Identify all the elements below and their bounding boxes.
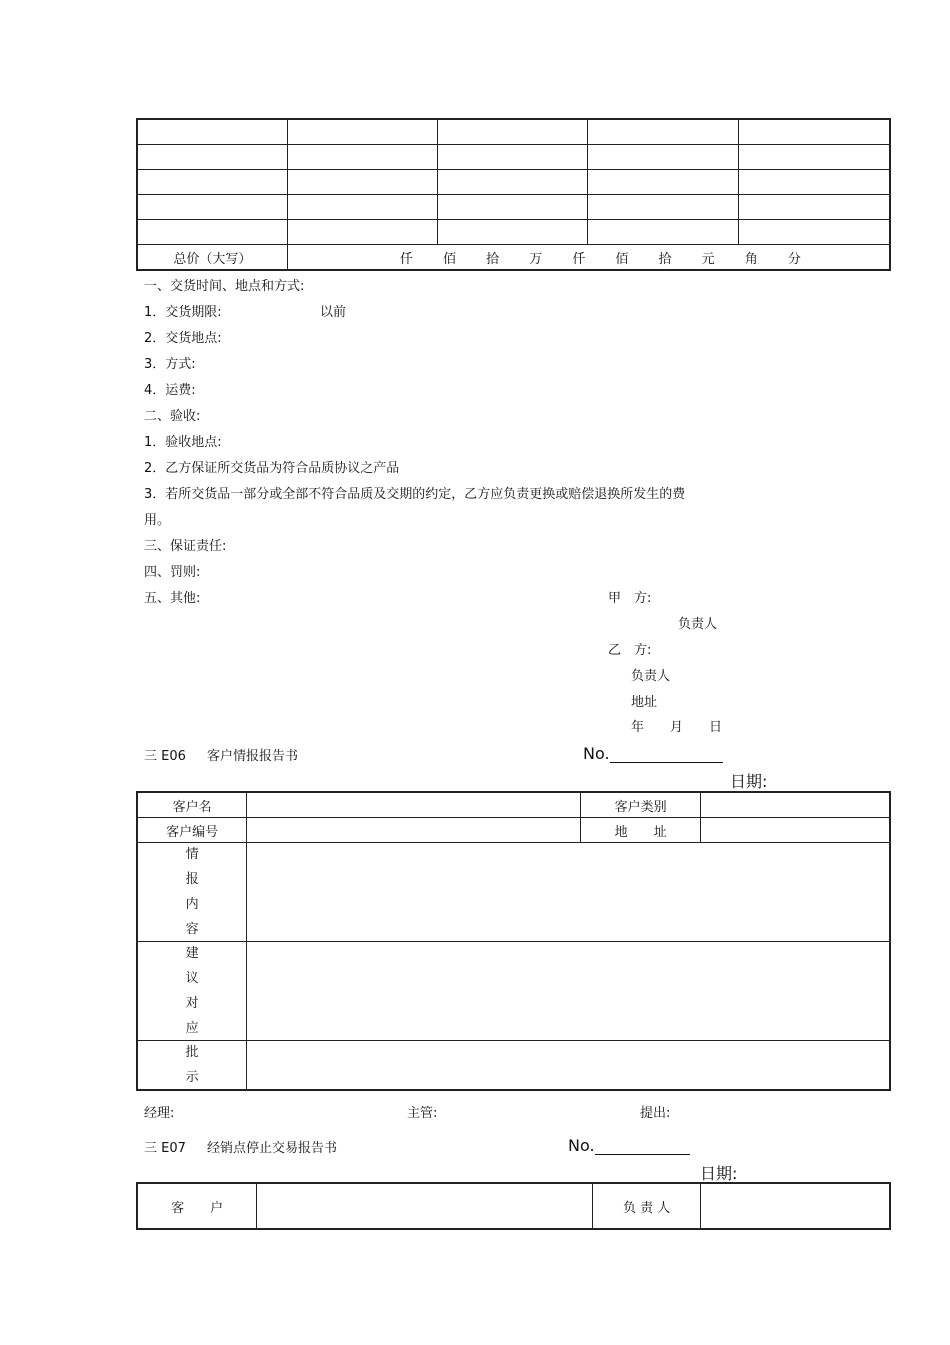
e07-number bbox=[568, 1136, 690, 1155]
table-row bbox=[137, 942, 890, 1041]
vertical-label-char: 议 bbox=[185, 970, 199, 986]
dealer-stop-table bbox=[136, 1182, 891, 1230]
quality-guarantee: 2．乙方保证所交货品为符合品质协议之产品 bbox=[144, 461, 400, 476]
e06-title: 客户情报报告书 bbox=[207, 749, 299, 764]
price-unit: 万 bbox=[529, 251, 543, 267]
e07-date bbox=[700, 1161, 799, 1184]
vertical-label-char: 建 bbox=[185, 945, 199, 961]
info-content-label bbox=[137, 843, 247, 942]
delivery-deadline-value: 以前 bbox=[320, 305, 347, 320]
e06-number-blank bbox=[610, 746, 723, 763]
price-unit: 拾 bbox=[486, 251, 500, 267]
price-unit: 仟 bbox=[399, 251, 413, 267]
customer-name-label: 客户名 bbox=[137, 792, 247, 818]
party-b: 乙 方: bbox=[608, 643, 652, 658]
table-row bbox=[137, 1183, 890, 1229]
e07-number-blank bbox=[595, 1138, 690, 1155]
table-row bbox=[137, 145, 890, 170]
e06-number bbox=[583, 744, 723, 763]
section-3-title: 三、保证责任: bbox=[144, 539, 227, 554]
e07-date-label: 日期: bbox=[700, 1164, 738, 1183]
customer-no-label: 客户编号 bbox=[137, 818, 247, 843]
table-row bbox=[137, 792, 890, 818]
inspection-place: 1．验收地点: bbox=[144, 435, 222, 450]
submitter-signature: 提出: bbox=[640, 1106, 671, 1121]
price-unit: 元 bbox=[701, 251, 715, 267]
customer-type-field[interactable] bbox=[701, 792, 890, 818]
approval-field[interactable] bbox=[247, 1041, 890, 1091]
price-unit: 佰 bbox=[442, 251, 456, 267]
table-row bbox=[137, 220, 890, 245]
total-price-units bbox=[287, 245, 890, 271]
price-unit: 分 bbox=[787, 251, 801, 267]
signature-date: 年 月 日 bbox=[631, 720, 723, 735]
customer-field[interactable] bbox=[257, 1183, 593, 1229]
party-a-representative: 负责人 bbox=[678, 617, 718, 632]
vertical-label-char: 对 bbox=[185, 995, 199, 1011]
e06-date-blank bbox=[775, 775, 795, 792]
delivery-method: 3．方式: bbox=[144, 357, 196, 372]
approval-label bbox=[137, 1041, 247, 1091]
table-row bbox=[137, 1041, 890, 1091]
manager-signature: 经理: bbox=[144, 1106, 175, 1121]
price-table bbox=[136, 118, 891, 271]
nonconformance-clause-end: 用。 bbox=[144, 513, 171, 528]
customer-type-label: 客户类别 bbox=[581, 792, 701, 818]
customer-no-field[interactable] bbox=[247, 818, 581, 843]
price-unit: 佰 bbox=[615, 251, 629, 267]
vertical-label-char: 应 bbox=[185, 1020, 199, 1036]
person-in-charge-label: 负 责 人 bbox=[593, 1183, 701, 1229]
e07-title: 经销点停止交易报告书 bbox=[207, 1141, 338, 1156]
e06-date bbox=[730, 769, 795, 792]
e06-code: 三 E06 bbox=[144, 749, 186, 764]
price-unit: 角 bbox=[744, 251, 758, 267]
freight: 4．运费: bbox=[144, 383, 196, 398]
section-4-title: 四、罚则: bbox=[144, 565, 201, 580]
table-row bbox=[137, 170, 890, 195]
table-row bbox=[137, 818, 890, 843]
price-unit: 拾 bbox=[658, 251, 672, 267]
delivery-deadline-label: 1．交货期限: bbox=[144, 305, 222, 320]
party-b-representative: 负责人 bbox=[631, 669, 671, 684]
party-a: 甲 方: bbox=[608, 591, 652, 606]
vertical-label-char: 报 bbox=[185, 871, 199, 887]
section-2-title: 二、验收: bbox=[144, 409, 201, 424]
suggestion-field[interactable] bbox=[247, 942, 890, 1041]
e07-code: 三 E07 bbox=[144, 1141, 186, 1156]
info-content-field[interactable] bbox=[247, 843, 890, 942]
section-1-title: 一、交货时间、地点和方式: bbox=[144, 279, 305, 294]
e07-number-label: No. bbox=[568, 1136, 595, 1155]
vertical-label-char: 批 bbox=[185, 1044, 199, 1060]
address-field[interactable] bbox=[701, 818, 890, 843]
customer-report-table bbox=[136, 791, 891, 1091]
address-label: 地 址 bbox=[581, 818, 701, 843]
total-price-row bbox=[137, 245, 890, 271]
e06-number-label: No. bbox=[583, 744, 610, 763]
section-5-title: 五、其他: bbox=[144, 591, 201, 606]
party-b-address: 地址 bbox=[631, 695, 658, 710]
customer-label: 客 户 bbox=[137, 1183, 257, 1229]
e06-date-label: 日期: bbox=[730, 772, 768, 791]
customer-name-field[interactable] bbox=[247, 792, 581, 818]
delivery-place: 2．交货地点: bbox=[144, 331, 222, 346]
supervisor-signature: 主管: bbox=[407, 1106, 438, 1121]
person-in-charge-field[interactable] bbox=[701, 1183, 890, 1229]
vertical-label-char: 容 bbox=[185, 921, 199, 937]
table-row bbox=[137, 119, 890, 145]
nonconformance-clause: 3．若所交货品一部分或全部不符合品质及交期的约定，乙方应负责更换或赔偿退换所发生的费 bbox=[144, 487, 686, 502]
vertical-label-char: 内 bbox=[185, 896, 199, 912]
table-row bbox=[137, 195, 890, 220]
price-unit: 仟 bbox=[572, 251, 586, 267]
vertical-label-char: 示 bbox=[185, 1069, 199, 1085]
total-price-label: 总价（大写） bbox=[137, 245, 287, 271]
vertical-label-char: 情 bbox=[185, 846, 199, 862]
table-row bbox=[137, 843, 890, 942]
suggestion-label bbox=[137, 942, 247, 1041]
